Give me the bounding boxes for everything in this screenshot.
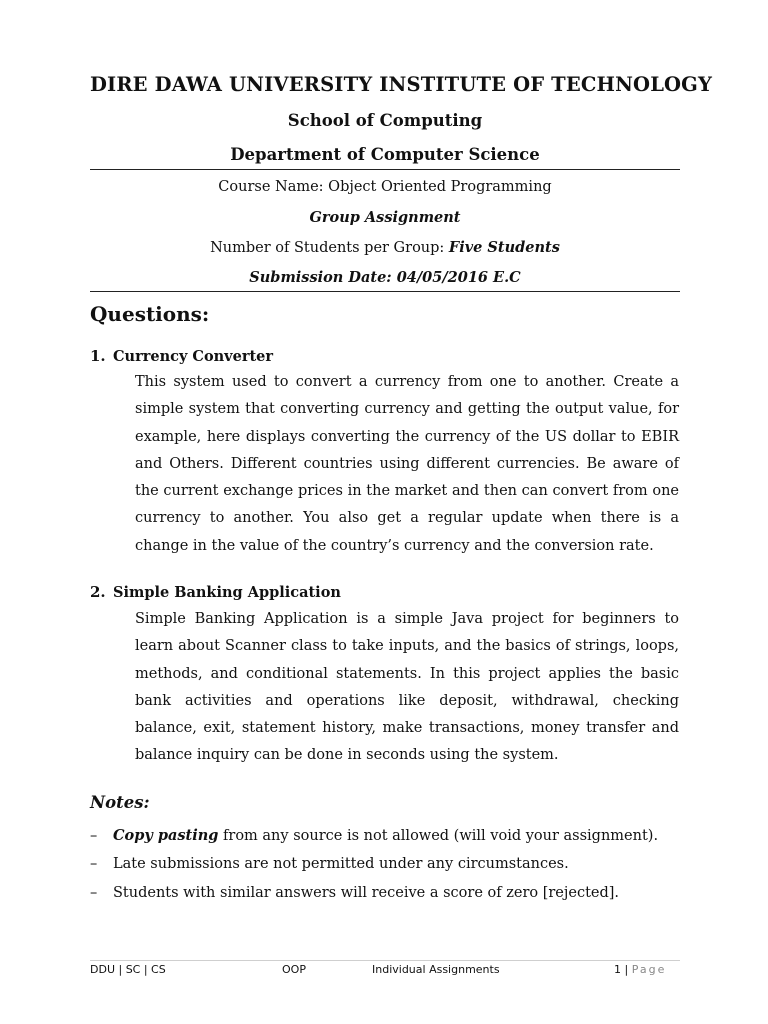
footer-label: Individual Assignments <box>372 963 500 976</box>
footer-course: OOP <box>282 963 306 976</box>
question-title-text: Simple Banking Application <box>113 584 341 601</box>
note-item <box>90 856 569 872</box>
page-separator: | <box>621 963 632 976</box>
page-number: 1 <box>614 963 621 976</box>
header-rule-top <box>90 169 680 170</box>
footer-page <box>614 963 666 976</box>
university-title: DIRE DAWA UNIVERSITY INSTITUTE OF TECHNOLOGY <box>90 73 713 96</box>
note-emphasis: Copy pasting <box>113 827 219 844</box>
question-title-text: Currency Converter <box>113 348 274 365</box>
header-rule-bottom <box>90 291 680 292</box>
note-text: from any source is not allowed (will void your assignment). <box>218 828 659 844</box>
question-title <box>90 347 273 365</box>
question-title <box>90 583 341 601</box>
dash-bullet: – <box>90 885 98 901</box>
note-item <box>90 827 658 844</box>
school-name: School of Computing <box>287 111 483 130</box>
note-text: Students with similar answers will receive a score of zero [rejected]. <box>113 885 620 901</box>
footer-rule <box>90 960 680 961</box>
students-per-group <box>90 239 680 256</box>
question-body: This system used to convert a currency from one to another. Create a simple system that converting currency and getting the output value, for example, here displays converting the currency of the US dollar to EBIR and Others. Different countries using different currencies. Be aware of the current exchange prices in the market and then can convert from one currency to another. You also get a regular update when there is a change in the value of the country’s currency and the conversion rate. <box>135 374 679 554</box>
note-text: Late submissions are not permitted under any circumstances. <box>113 856 569 872</box>
dash-bullet: – <box>90 856 98 872</box>
students-value: Five Students <box>448 239 560 256</box>
department-name: Department of Computer Science <box>230 145 540 164</box>
submission-date: Submission Date: 04/05/2016 E.C <box>249 269 521 286</box>
question-number: 1. <box>90 347 106 365</box>
course-name: Course Name: Object Oriented Programming <box>218 179 552 195</box>
questions-heading: Questions: <box>90 302 210 326</box>
footer-left: DDU | SC | CS <box>90 963 166 976</box>
dash-bullet: – <box>90 828 98 844</box>
question-number: 2. <box>90 583 106 601</box>
question-body: Simple Banking Application is a simple Java project for beginners to learn about Scanner class to take inputs, and the basics of strings, loops, methods, and conditional statements. In this project applies the basic bank activities and operations like deposit, withdrawal, checking balance, exit, statement history, make transactions, money transfer and balance inquiry can be done in seconds using the system. <box>135 611 679 764</box>
note-item <box>90 885 619 901</box>
assignment-type: Group Assignment <box>309 209 461 226</box>
notes-heading: Notes: <box>90 793 150 812</box>
students-label: Number of Students per Group: <box>210 240 449 256</box>
page-word: Page <box>631 963 667 976</box>
